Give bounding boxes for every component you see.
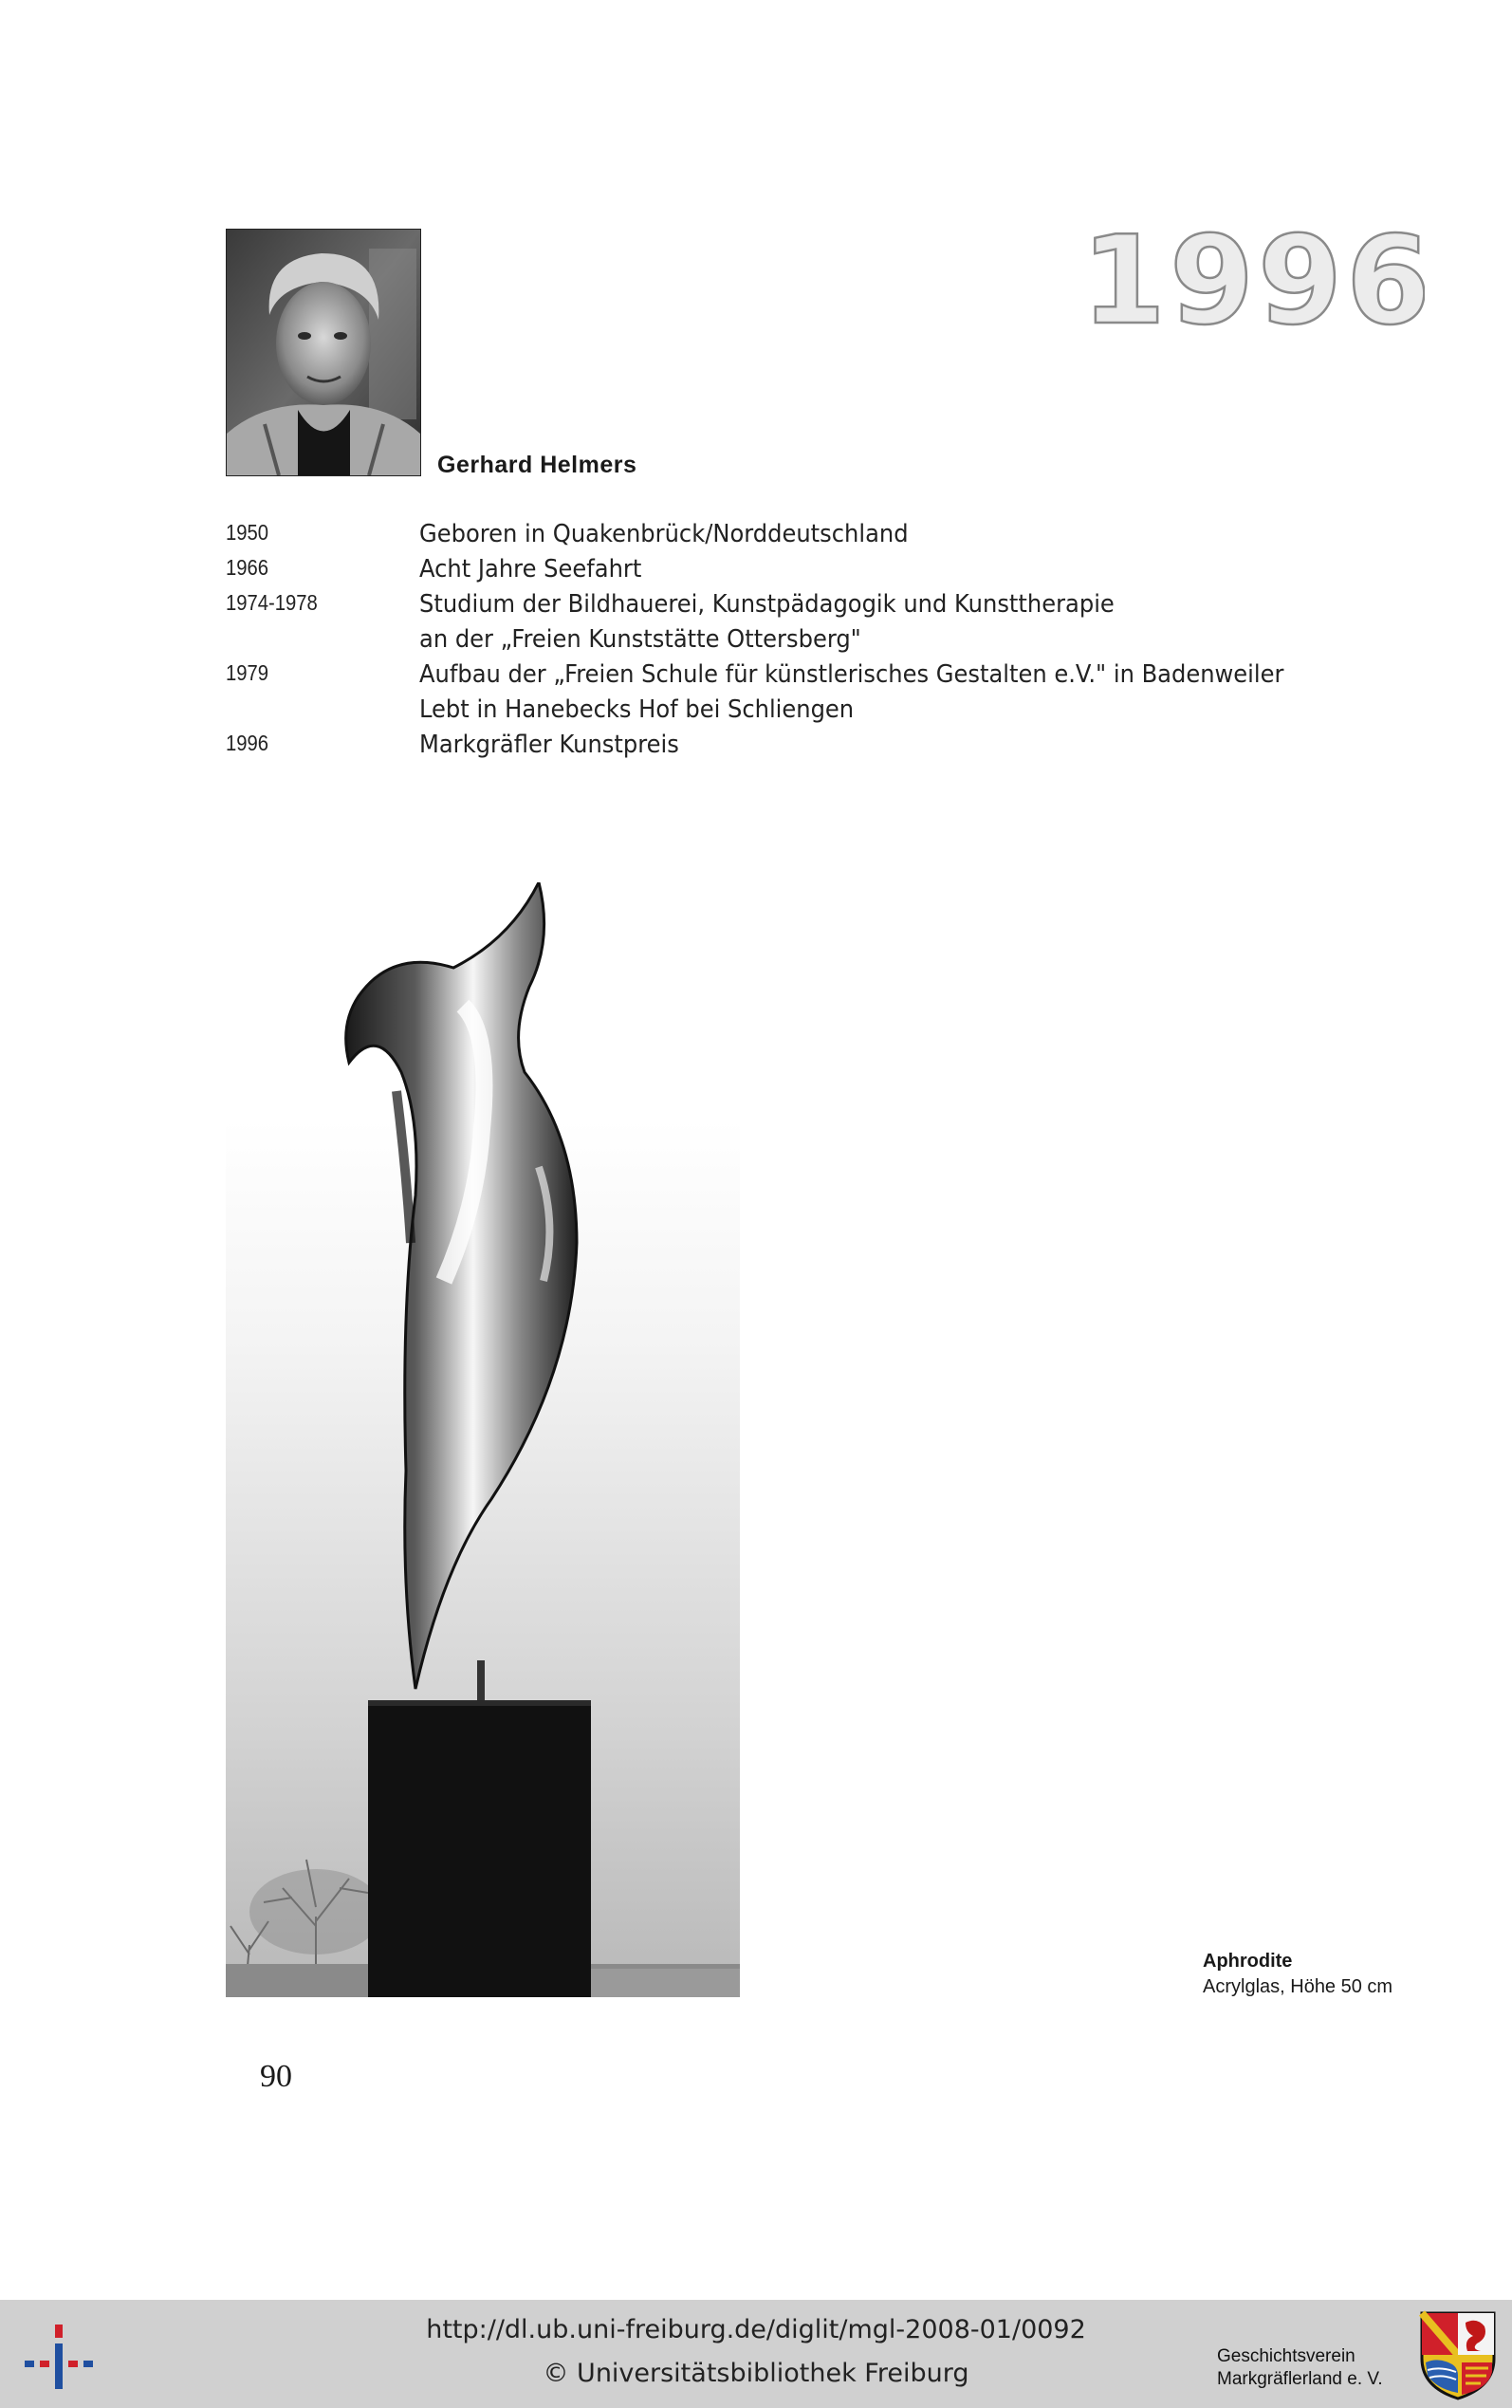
page-number: 90 — [260, 2059, 292, 2094]
biography-list — [226, 520, 1364, 766]
bio-text: Geboren in Quakenbrück/Norddeutschland — [419, 520, 909, 548]
artwork-details: Acrylglas, Höhe 50 cm — [1203, 1976, 1393, 1997]
sculpture-photo — [226, 882, 740, 1997]
bio-text: Aufbau der „Freien Schule für künstlerisches Gestalten e.V." in Badenweiler — [419, 660, 1284, 689]
bio-text: Acht Jahre Seefahrt — [419, 555, 642, 583]
bio-year: 1966 — [226, 555, 269, 580]
footer-url[interactable]: http://dl.ub.uni-freiburg.de/diglit/mgl-2008-01/0092 — [426, 2315, 1086, 2344]
bio-year: 1974-1978 — [226, 590, 318, 615]
footer-bar — [0, 2300, 1512, 2408]
artist-name: Gerhard Helmers — [437, 452, 637, 478]
bio-entry — [226, 555, 1364, 590]
sculpture-image — [226, 882, 740, 1997]
bio-text: Lebt in Hanebecks Hof bei Schliengen — [419, 695, 855, 724]
society-line-2: Markgräflerland e. V. — [1217, 2369, 1383, 2389]
bio-text: an der „Freien Kunststätte Ottersberg" — [419, 625, 861, 654]
society-name — [1217, 2345, 1383, 2391]
bio-text: Markgräfler Kunstpreis — [419, 731, 679, 759]
bio-year: 1996 — [226, 731, 269, 755]
footer-copyright: © Universitätsbibliothek Freiburg — [543, 2359, 969, 2388]
year-heading — [1091, 216, 1425, 340]
coat-of-arms-icon — [1418, 2309, 1498, 2400]
bio-text: Studium der Bildhauerei, Kunstpädagogik und Kunsttherapie — [419, 590, 1115, 619]
bio-year: 1979 — [226, 660, 269, 685]
bio-year: 1950 — [226, 520, 269, 545]
artwork-title: Aphrodite — [1203, 1951, 1293, 1972]
artwork-caption — [1203, 1949, 1392, 2000]
bio-entry — [226, 660, 1364, 695]
bio-entry — [226, 590, 1364, 625]
artist-portrait — [226, 229, 421, 476]
bio-entry — [226, 731, 1364, 766]
society-line-1: Geschichtsverein — [1217, 2346, 1355, 2366]
portrait-photo — [227, 230, 420, 475]
year-heading-text: 1996 — [1091, 216, 1425, 340]
bio-entry — [226, 625, 1364, 660]
bio-entry — [226, 520, 1364, 555]
bio-entry — [226, 695, 1364, 731]
